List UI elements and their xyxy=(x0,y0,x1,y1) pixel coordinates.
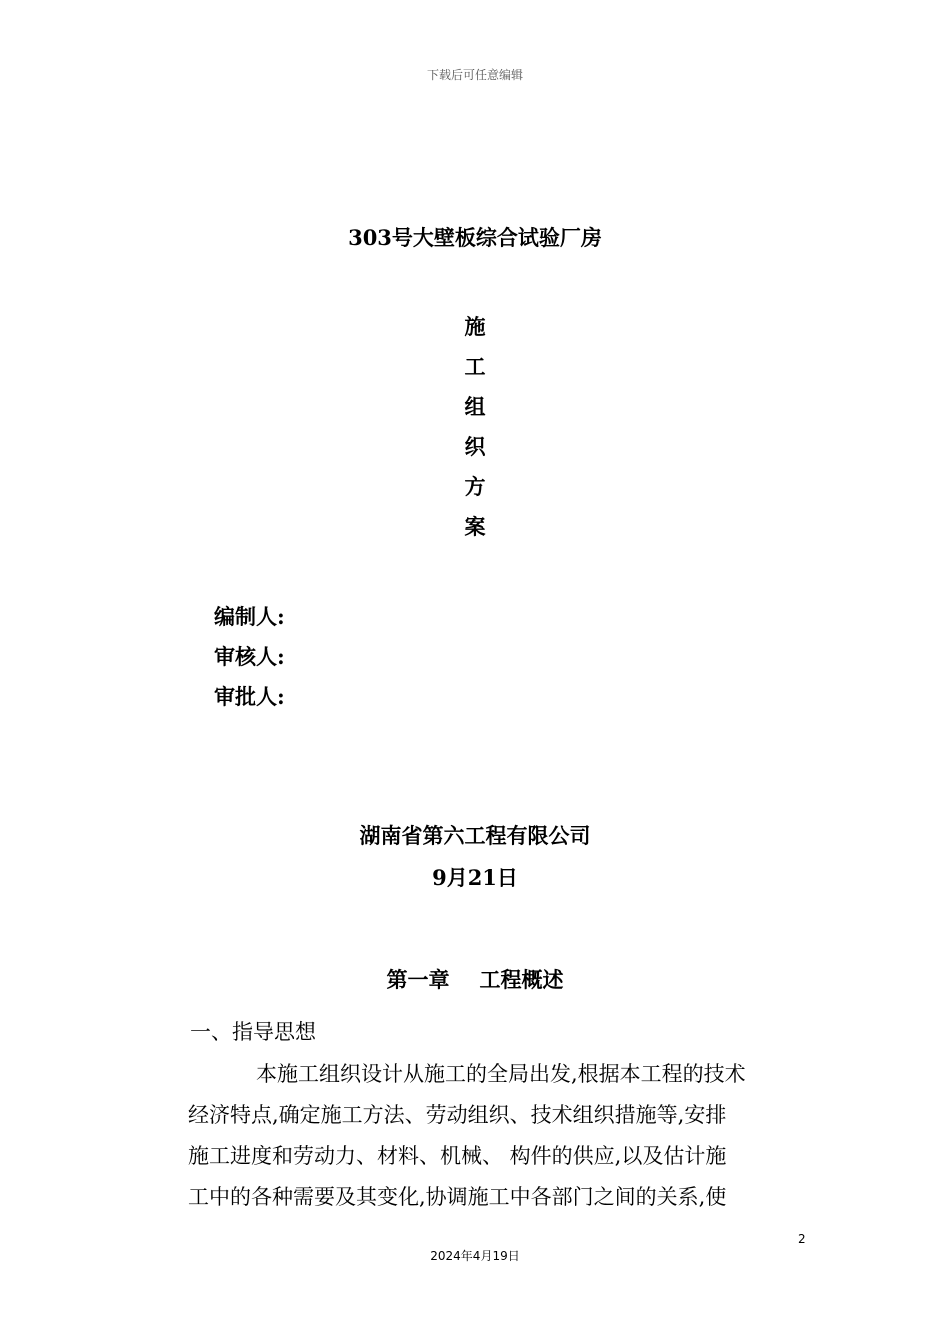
chapter-title xyxy=(0,964,950,994)
paragraph-line: 施工进度和劳动力、材料、机械、 构件的供应,以及估计施 xyxy=(188,1144,727,1168)
vertical-title-char: 施 xyxy=(464,314,486,339)
vertical-title-char: 织 xyxy=(464,434,486,459)
company-name: 湖南省第六工程有限公司 xyxy=(359,823,591,848)
vertical-title-char: 案 xyxy=(464,514,486,539)
vertical-title xyxy=(0,310,950,550)
footer-date: 2024年4月19日 xyxy=(430,1249,520,1263)
vertical-title-char: 组 xyxy=(464,394,486,419)
vertical-title-char: 方 xyxy=(464,474,486,499)
document-title: 303号大壁板综合试验厂房 xyxy=(348,225,602,250)
section-heading: 一、指导思想 xyxy=(190,1020,316,1044)
page-number: 2 xyxy=(798,1232,806,1246)
chapter-name: 工程概述 xyxy=(479,967,564,992)
signature-block xyxy=(214,600,285,720)
cover-date: 9月21日 xyxy=(432,865,518,890)
signature-approver: 审批人: xyxy=(214,684,285,709)
vertical-title-char: 工 xyxy=(464,354,486,379)
paragraph-line: 工中的各种需要及其变化,协调施工中各部门之间的关系,使 xyxy=(188,1185,727,1209)
body-paragraph xyxy=(188,1054,802,1218)
chapter-number: 第一章 xyxy=(386,967,450,992)
signature-compiler: 编制人: xyxy=(214,604,285,629)
paragraph-line: 经济特点,确定施工方法、劳动组织、技术组织措施等,安排 xyxy=(188,1103,727,1127)
paragraph-line: 本施工组织设计从施工的全局出发,根据本工程的技术 xyxy=(256,1062,746,1086)
signature-reviewer: 审核人: xyxy=(214,644,285,669)
header-note: 下载后可任意编辑 xyxy=(426,68,523,82)
